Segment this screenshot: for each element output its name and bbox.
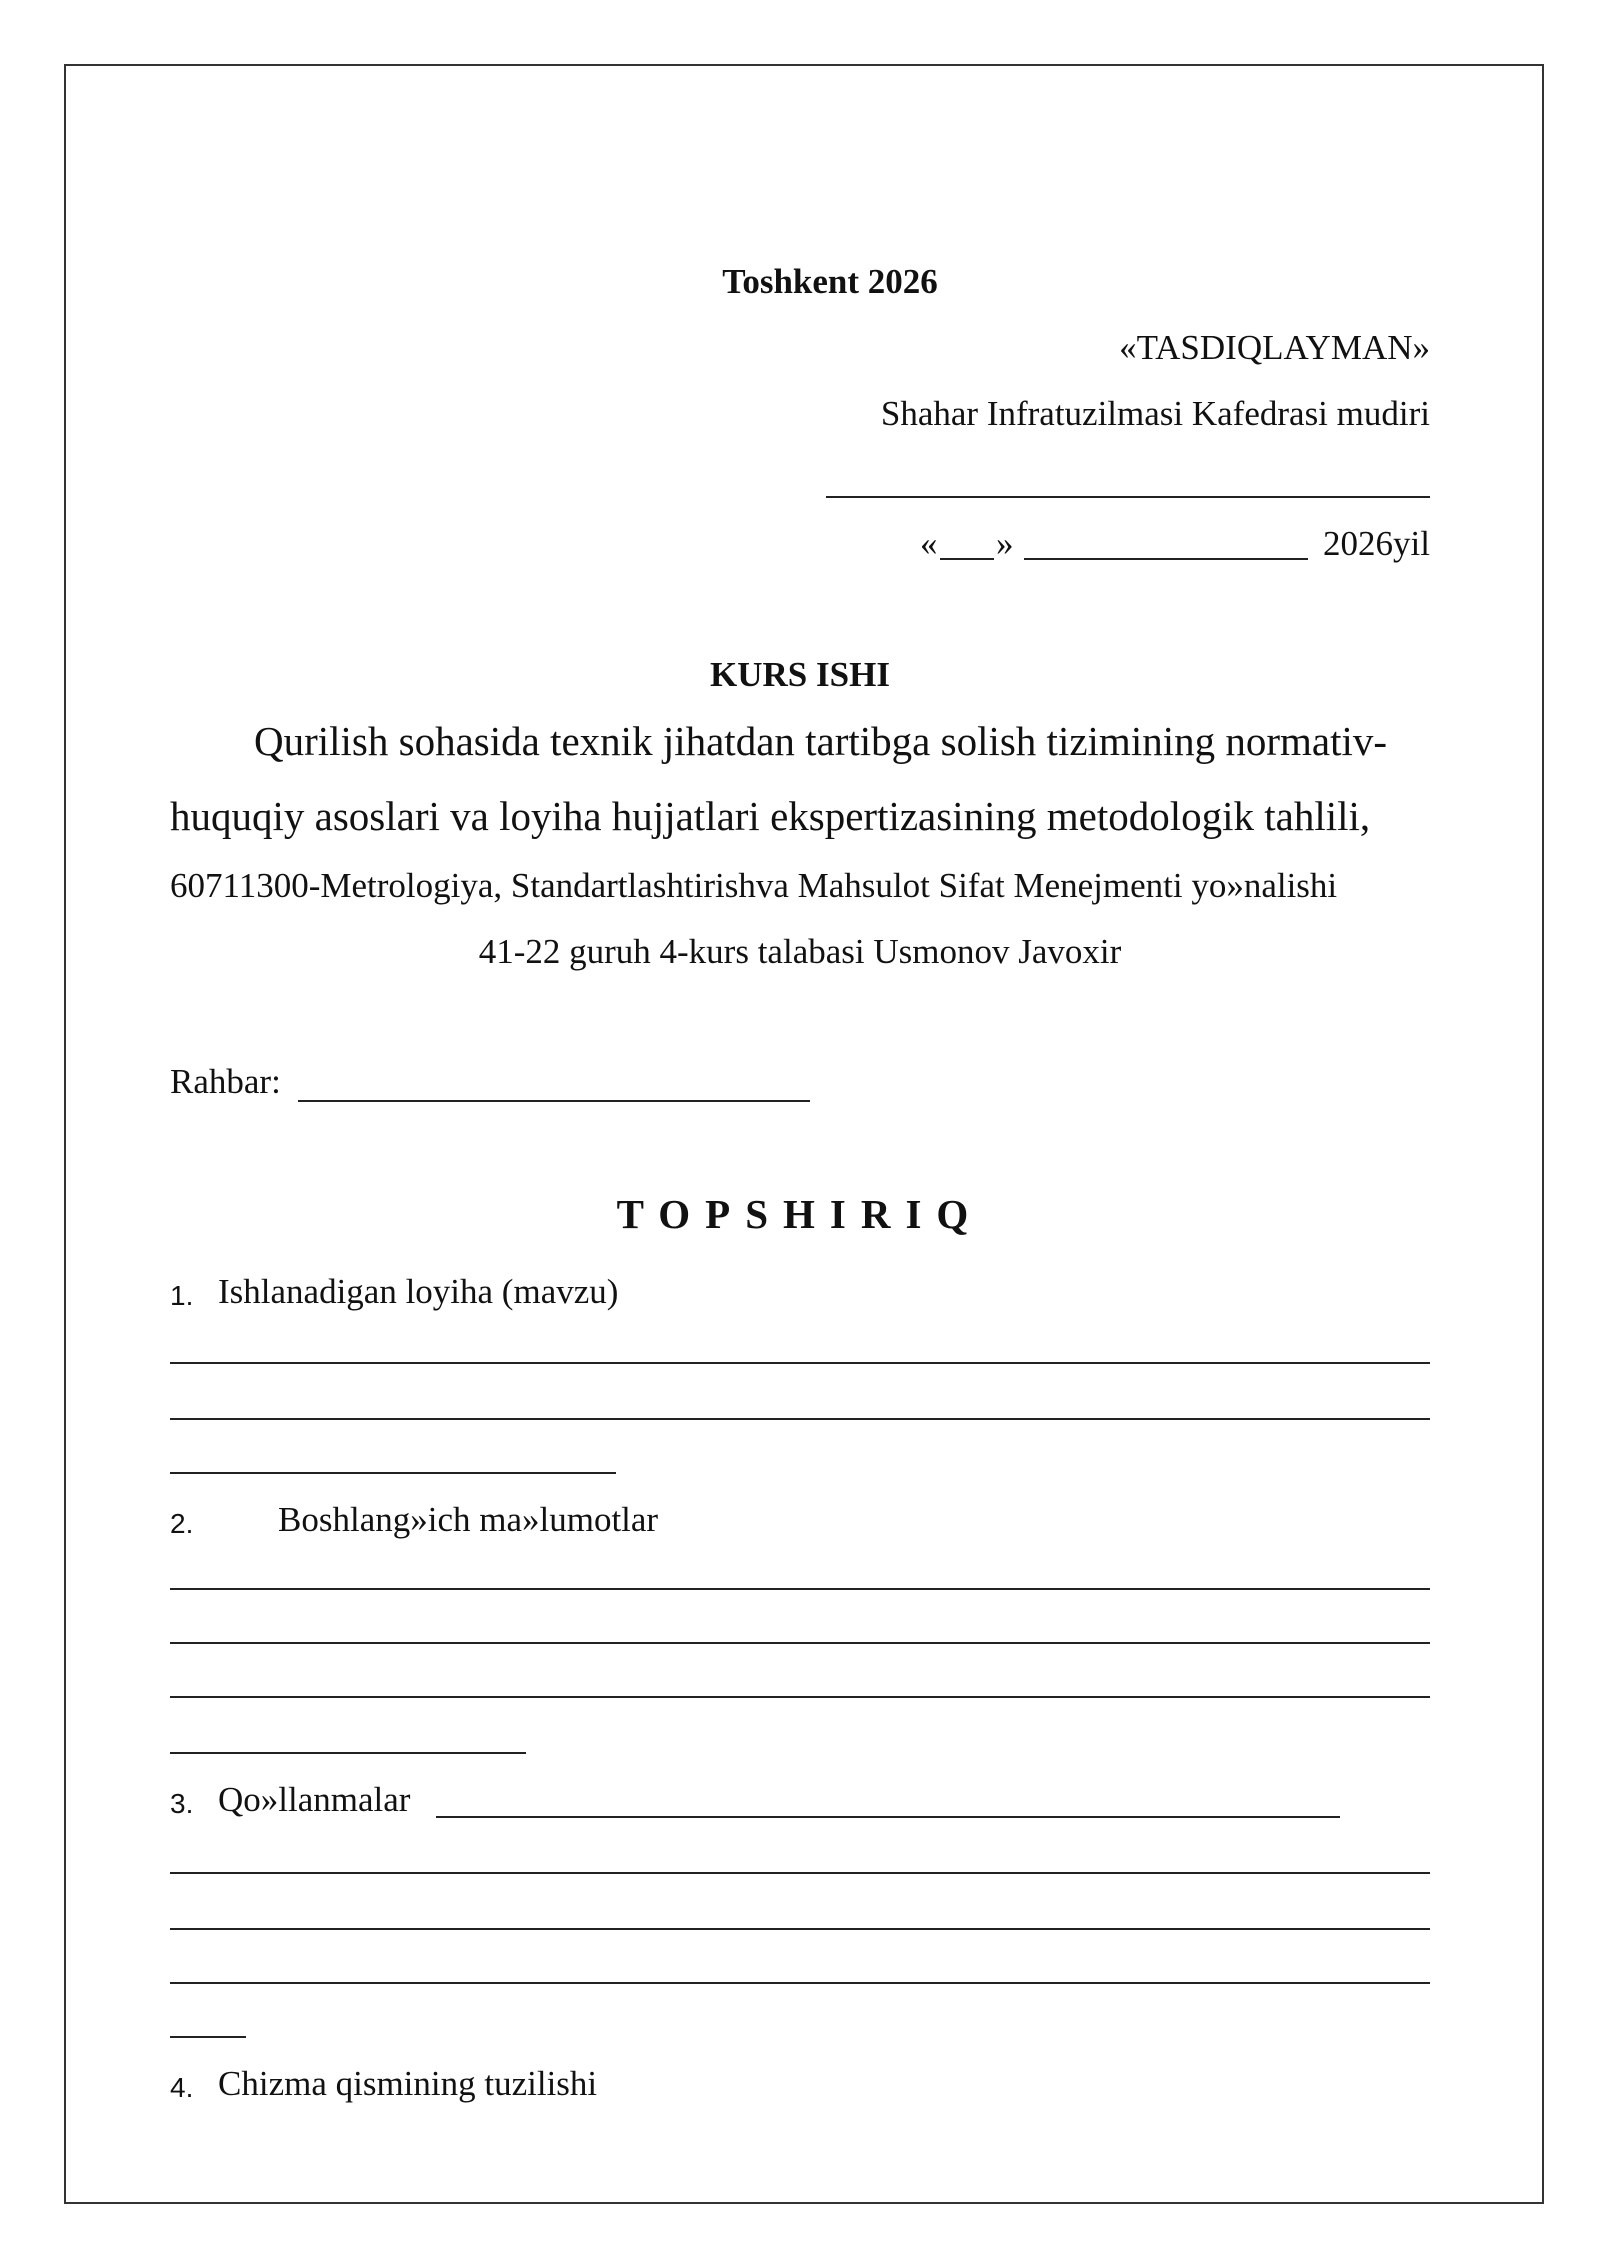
task-item-3-line-3[interactable]	[170, 1982, 1430, 1984]
task-item-1-line-3[interactable]	[170, 1472, 616, 1474]
course-topic-line-2: huquqiy asoslari va loyiha hujjatlari ekspertizasining metodologik tahlili,	[170, 793, 1371, 839]
task-item-4-label: Chizma qismining tuzilishi	[218, 2064, 598, 2103]
task-item-1-label: Ishlanadigan loyiha (mavzu)	[218, 1272, 619, 1311]
approval-day-line[interactable]	[940, 558, 994, 560]
task-item-2-line-3[interactable]	[170, 1696, 1430, 1698]
task-item-3-line-2[interactable]	[170, 1928, 1430, 1930]
task-item-4-number: 4.	[170, 2072, 194, 2103]
task-item-2-line-2[interactable]	[170, 1642, 1430, 1644]
supervisor-label: Rahbar:	[170, 1062, 281, 1101]
task-heading: TOPSHIRIQ	[616, 1191, 984, 1237]
task-item-3-line-4[interactable]	[170, 2036, 246, 2038]
approval-signature-line[interactable]	[826, 496, 1430, 498]
approval-date-year: 2026yil	[1323, 524, 1430, 563]
page-frame	[64, 64, 1544, 2204]
approval-month-line[interactable]	[1024, 558, 1308, 560]
task-item-1-line-1[interactable]	[170, 1362, 1430, 1364]
approval-date-close-quote: »	[996, 524, 1014, 563]
approval-title: «TASDIQLAYMAN»	[1119, 328, 1430, 367]
task-item-2-label: Boshlang»ich ma»lumotlar	[278, 1500, 659, 1539]
course-topic-line-1: Qurilish sohasida texnik jihatdan tartibga solish tizimining normativ-	[254, 718, 1388, 764]
approval-position: Shahar Infratuzilmasi Kafedrasi mudiri	[880, 394, 1430, 433]
approval-date-open-quote: «	[920, 524, 938, 563]
task-item-3-line-1[interactable]	[170, 1872, 1430, 1874]
course-direction: 60711300-Metrologiya, Standartlashtirishva Mahsulot Sifat Menejmenti yo»nalishi	[170, 866, 1338, 905]
task-item-3-number: 3.	[170, 1788, 194, 1819]
student-info: 41-22 guruh 4-kurs talabasi Usmonov Javoxir	[478, 932, 1122, 971]
task-item-3-label: Qo»llanmalar	[218, 1780, 411, 1819]
task-item-3-inline-line[interactable]	[436, 1816, 1340, 1818]
task-item-2-line-4[interactable]	[170, 1752, 526, 1754]
city-year: Toshkent 2026	[722, 262, 938, 301]
task-item-1-number: 1.	[170, 1280, 194, 1311]
task-item-1-line-2[interactable]	[170, 1418, 1430, 1420]
task-item-2-line-1[interactable]	[170, 1588, 1430, 1590]
supervisor-signature-line[interactable]	[298, 1100, 810, 1102]
course-heading: KURS ISHI	[710, 655, 890, 694]
task-item-2-number: 2.	[170, 1508, 194, 1539]
